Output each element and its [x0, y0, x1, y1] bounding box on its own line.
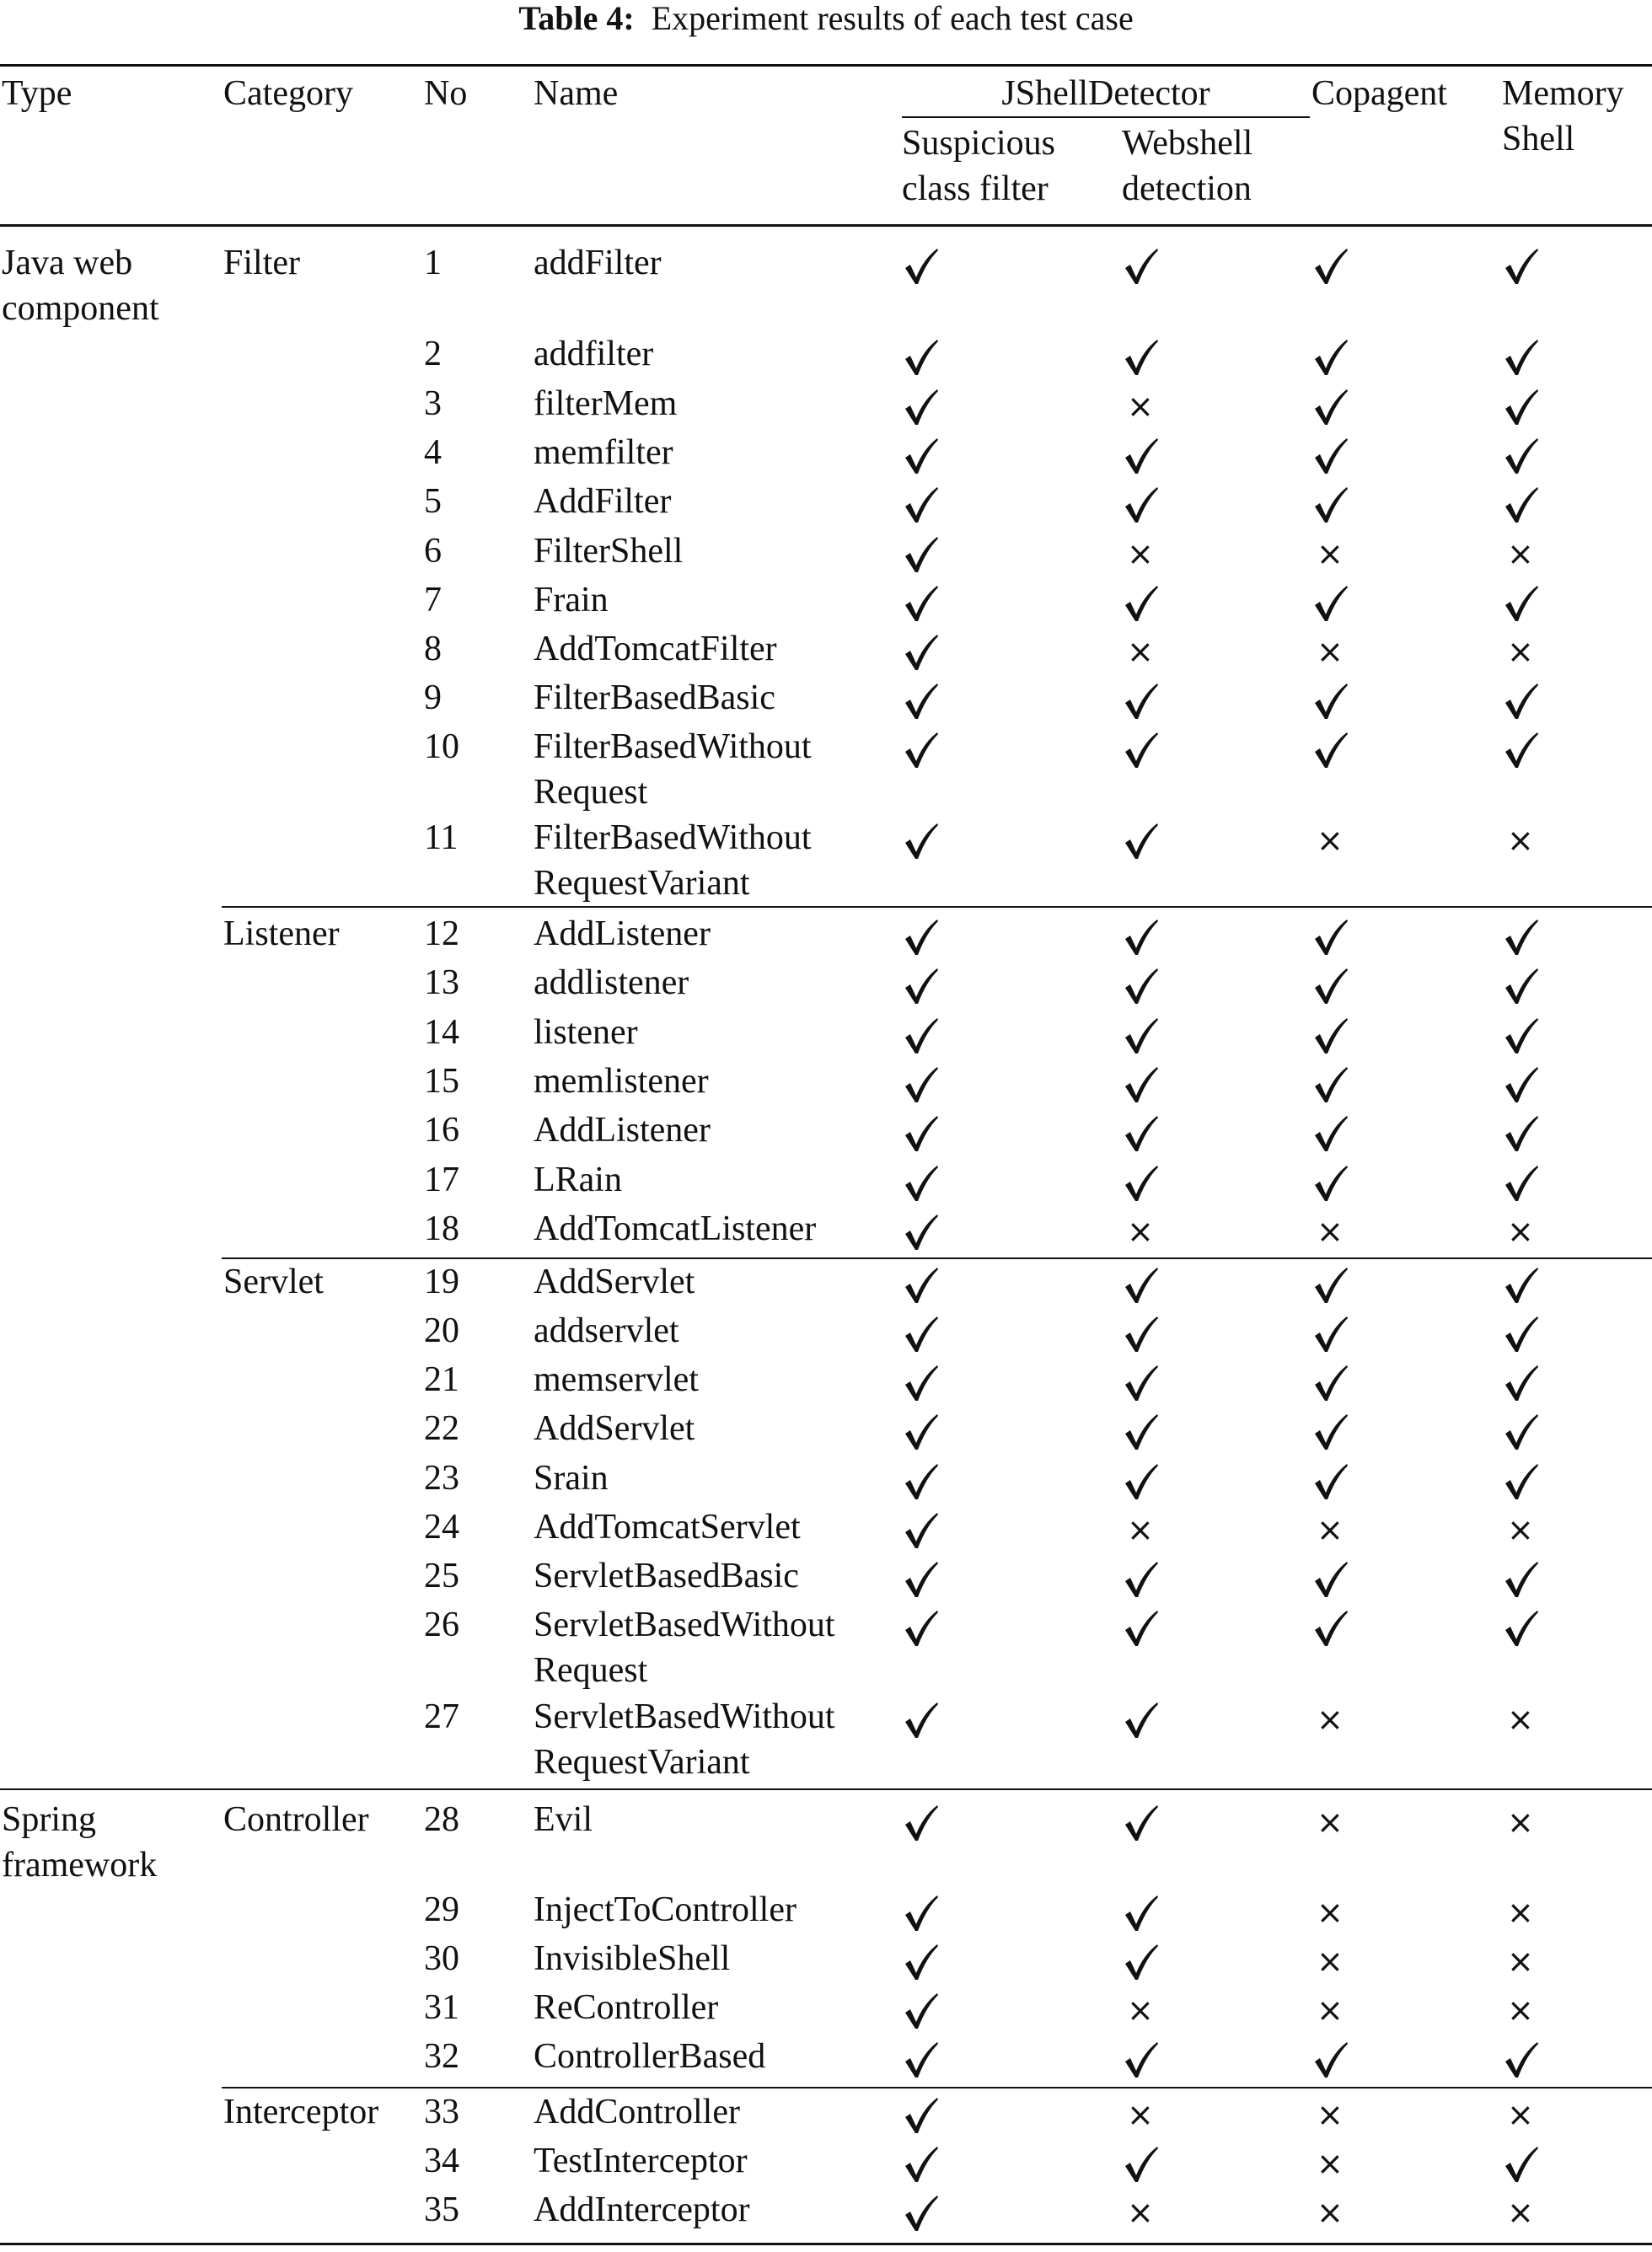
- header-no: No: [424, 74, 468, 113]
- check-icon: [1122, 1462, 1159, 1501]
- cross-icon: ×: [1317, 535, 1344, 572]
- check-icon: [902, 1016, 939, 1055]
- row-name: ServletBasedBasic: [534, 1557, 799, 1595]
- check-icon: [1502, 967, 1539, 1005]
- check-icon: [1502, 1164, 1539, 1203]
- check-icon: [902, 1894, 939, 1933]
- cross-icon: ×: [1507, 1992, 1534, 2029]
- type-label: Spring: [2, 1800, 97, 1839]
- check-icon: [902, 388, 939, 426]
- cross-icon: ×: [1317, 633, 1344, 670]
- check-icon: [1122, 1609, 1159, 1648]
- check-icon: [1311, 1114, 1349, 1153]
- check-icon: [902, 1992, 939, 2030]
- check-icon: [1122, 338, 1159, 377]
- check-icon: [1311, 1560, 1349, 1599]
- header-suspicious-2: class filter: [902, 169, 1049, 208]
- check-icon: [902, 247, 939, 286]
- check-icon: [1122, 1894, 1159, 1933]
- check-icon: [902, 584, 939, 623]
- row-name: FilterBasedWithout: [534, 818, 812, 857]
- row-name: addFilter: [534, 244, 662, 282]
- row-no: 22: [424, 1409, 459, 1448]
- check-icon: [902, 1413, 939, 1451]
- check-icon: [1502, 1609, 1539, 1648]
- row-name: memfilter: [534, 433, 673, 472]
- row-name: AddTomcatFilter: [534, 630, 777, 668]
- check-icon: [1311, 437, 1349, 475]
- check-icon: [1502, 918, 1539, 957]
- check-icon: [1502, 1266, 1539, 1305]
- row-name: RequestVariant: [534, 1743, 750, 1782]
- check-icon: [902, 1213, 939, 1252]
- category-label: Controller: [223, 1800, 369, 1839]
- cross-icon: ×: [1507, 1213, 1534, 1250]
- check-icon: [1311, 485, 1349, 524]
- row-no: 28: [424, 1800, 459, 1839]
- row-name: AddListener: [534, 914, 711, 953]
- check-icon: [1311, 918, 1349, 957]
- check-icon: [902, 1609, 939, 1648]
- row-name: FilterBasedBasic: [534, 678, 775, 717]
- check-icon: [1122, 2145, 1159, 2184]
- check-icon: [1502, 1065, 1539, 1104]
- check-icon: [902, 918, 939, 957]
- check-icon: [902, 1462, 939, 1501]
- check-icon: [902, 1114, 939, 1153]
- bottom-rule: [0, 2243, 1652, 2245]
- check-icon: [902, 1364, 939, 1402]
- row-name: FilterShell: [534, 532, 684, 571]
- row-no: 15: [424, 1062, 459, 1101]
- row-name: RequestVariant: [534, 864, 750, 903]
- row-name: Frain: [534, 581, 609, 619]
- check-icon: [1122, 1065, 1159, 1104]
- check-icon: [1502, 1016, 1539, 1055]
- row-no: 33: [424, 2093, 459, 2131]
- check-icon: [1502, 584, 1539, 623]
- row-name: Request: [534, 1651, 648, 1690]
- cross-icon: ×: [1127, 633, 1154, 670]
- cross-icon: ×: [1507, 2194, 1534, 2231]
- check-icon: [1122, 822, 1159, 861]
- row-no: 5: [424, 482, 442, 521]
- check-icon: [902, 1560, 939, 1599]
- row-name: Srain: [534, 1459, 609, 1498]
- check-icon: [902, 633, 939, 672]
- category-label: Listener: [223, 914, 340, 953]
- check-icon: [1311, 584, 1349, 623]
- caption-label: Table 4:: [518, 0, 635, 37]
- row-no: 25: [424, 1557, 459, 1595]
- check-icon: [1122, 1266, 1159, 1305]
- check-icon: [1122, 682, 1159, 721]
- check-icon: [1311, 1016, 1349, 1055]
- check-icon: [1122, 1164, 1159, 1203]
- check-icon: [1502, 1413, 1539, 1451]
- check-icon: [1311, 1462, 1349, 1501]
- check-icon: [902, 338, 939, 377]
- type-label: framework: [2, 1846, 158, 1885]
- check-icon: [1311, 247, 1349, 286]
- row-name: AddTomcatListener: [534, 1209, 817, 1248]
- cross-icon: ×: [1317, 1701, 1344, 1738]
- row-no: 11: [424, 818, 459, 857]
- check-icon: [902, 2145, 939, 2184]
- cross-icon: ×: [1507, 1511, 1534, 1548]
- row-name: Evil: [534, 1800, 593, 1839]
- category-label: Interceptor: [223, 2093, 379, 2131]
- check-icon: [1122, 1701, 1159, 1740]
- row-no: 17: [424, 1161, 459, 1199]
- row-no: 20: [424, 1311, 459, 1350]
- check-icon: [1311, 1315, 1349, 1354]
- check-icon: [1311, 2040, 1349, 2079]
- check-icon: [1311, 1364, 1349, 1402]
- check-icon: [1502, 247, 1539, 286]
- row-no: 12: [424, 914, 459, 953]
- row-name: ReController: [534, 1988, 719, 2027]
- row-name: ServletBasedWithout: [534, 1606, 835, 1644]
- row-no: 3: [424, 384, 442, 423]
- header-webshell-2: detection: [1122, 169, 1252, 208]
- check-icon: [1502, 388, 1539, 426]
- header-rule: [0, 224, 1652, 227]
- section-divider: [0, 1788, 1652, 1790]
- row-name: AddListener: [534, 1111, 711, 1150]
- row-no: 14: [424, 1013, 459, 1052]
- row-name: AddController: [534, 2093, 740, 2131]
- row-name: AddTomcatServlet: [534, 1508, 801, 1547]
- check-icon: [902, 2096, 939, 2135]
- check-icon: [1311, 1609, 1349, 1648]
- cross-icon: ×: [1317, 2194, 1344, 2231]
- row-no: 19: [424, 1263, 459, 1301]
- row-no: 30: [424, 1939, 459, 1978]
- check-icon: [1122, 1114, 1159, 1153]
- check-icon: [1502, 1315, 1539, 1354]
- row-name: AddServlet: [534, 1263, 695, 1301]
- top-rule: [0, 64, 1652, 67]
- header-name: Name: [534, 74, 619, 113]
- cross-icon: ×: [1507, 535, 1534, 572]
- check-icon: [1502, 682, 1539, 721]
- check-icon: [902, 485, 939, 524]
- check-icon: [1311, 1266, 1349, 1305]
- check-icon: [1122, 247, 1159, 286]
- cross-icon: ×: [1317, 1943, 1344, 1980]
- row-no: 26: [424, 1606, 459, 1644]
- check-icon: [1311, 388, 1349, 426]
- caption-text: Experiment results of each test case: [651, 0, 1134, 37]
- row-name: Request: [534, 773, 648, 812]
- check-icon: [1122, 485, 1159, 524]
- group-divider: [222, 906, 1652, 908]
- cross-icon: ×: [1317, 1511, 1344, 1548]
- check-icon: [902, 682, 939, 721]
- header-suspicious-1: Suspicious: [902, 124, 1056, 163]
- row-name: AddInterceptor: [534, 2190, 750, 2229]
- check-icon: [902, 1511, 939, 1550]
- cross-icon: ×: [1507, 2096, 1534, 2133]
- cross-icon: ×: [1317, 822, 1344, 859]
- row-name: TestInterceptor: [534, 2142, 748, 2180]
- check-icon: [1122, 437, 1159, 475]
- check-icon: [1502, 1462, 1539, 1501]
- row-name: AddFilter: [534, 482, 672, 521]
- check-icon: [1122, 918, 1159, 957]
- check-icon: [1311, 1164, 1349, 1203]
- row-name: ControllerBased: [534, 2037, 766, 2076]
- check-icon: [902, 731, 939, 769]
- cross-icon: ×: [1317, 1992, 1344, 2029]
- row-no: 32: [424, 2037, 459, 2076]
- cross-icon: ×: [1507, 633, 1534, 670]
- row-no: 24: [424, 1508, 459, 1547]
- check-icon: [902, 1315, 939, 1354]
- check-icon: [1502, 1364, 1539, 1402]
- cross-icon: ×: [1127, 2096, 1154, 2133]
- header-category: Category: [223, 74, 353, 113]
- cross-icon: ×: [1317, 2145, 1344, 2182]
- check-icon: [1122, 584, 1159, 623]
- row-name: LRain: [534, 1161, 622, 1199]
- cross-icon: ×: [1127, 1511, 1154, 1548]
- check-icon: [1122, 1413, 1159, 1451]
- row-name: filterMem: [534, 384, 678, 423]
- table-caption: [0, 0, 1652, 37]
- check-icon: [1122, 1016, 1159, 1055]
- check-icon: [1502, 2145, 1539, 2184]
- row-no: 4: [424, 433, 442, 472]
- header-jshelldetector: JShellDetector: [1001, 74, 1210, 113]
- row-name: memlistener: [534, 1062, 709, 1101]
- row-name: addlistener: [534, 963, 689, 1002]
- cross-icon: ×: [1127, 535, 1154, 572]
- row-no: 18: [424, 1209, 459, 1248]
- check-icon: [1502, 437, 1539, 475]
- row-no: 35: [424, 2190, 459, 2229]
- row-name: InjectToController: [534, 1890, 796, 1929]
- cross-icon: ×: [1127, 1213, 1154, 1250]
- check-icon: [902, 535, 939, 574]
- check-icon: [902, 1804, 939, 1842]
- check-icon: [1311, 967, 1349, 1005]
- header-type: Type: [2, 74, 72, 113]
- cross-icon: ×: [1507, 1894, 1534, 1931]
- check-icon: [1122, 967, 1159, 1005]
- row-no: 8: [424, 630, 442, 668]
- check-icon: [902, 2194, 939, 2233]
- cross-icon: ×: [1507, 1943, 1534, 1980]
- row-name: listener: [534, 1013, 638, 1052]
- row-no: 2: [424, 335, 442, 373]
- cross-icon: ×: [1507, 1701, 1534, 1738]
- type-label: component: [2, 289, 159, 328]
- cross-icon: ×: [1507, 1804, 1534, 1841]
- cross-icon: ×: [1127, 2194, 1154, 2231]
- check-icon: [1122, 731, 1159, 769]
- check-icon: [902, 1943, 939, 1981]
- check-icon: [902, 1065, 939, 1104]
- check-icon: [1502, 2040, 1539, 2079]
- row-no: 1: [424, 244, 442, 282]
- check-icon: [1122, 1943, 1159, 1981]
- cross-icon: ×: [1317, 2096, 1344, 2133]
- check-icon: [902, 822, 939, 861]
- check-icon: [1122, 1560, 1159, 1599]
- check-icon: [1311, 1065, 1349, 1104]
- header-copagent: Copagent: [1311, 74, 1447, 113]
- row-name: FilterBasedWithout: [534, 727, 812, 766]
- cross-icon: ×: [1127, 1992, 1154, 2029]
- row-no: 31: [424, 1988, 459, 2027]
- row-no: 27: [424, 1697, 459, 1736]
- row-no: 13: [424, 963, 459, 1002]
- cross-icon: ×: [1317, 1804, 1344, 1841]
- header-memshell-1: Memory: [1502, 74, 1624, 113]
- check-icon: [1122, 1315, 1159, 1354]
- check-icon: [1502, 338, 1539, 377]
- check-icon: [902, 967, 939, 1005]
- check-icon: [1311, 338, 1349, 377]
- row-name: InvisibleShell: [534, 1939, 731, 1978]
- check-icon: [902, 1266, 939, 1305]
- row-no: 21: [424, 1360, 459, 1399]
- row-name: addfilter: [534, 335, 654, 373]
- row-name: memservlet: [534, 1360, 699, 1399]
- category-label: Filter: [223, 244, 300, 282]
- check-icon: [1502, 485, 1539, 524]
- row-no: 29: [424, 1890, 459, 1929]
- row-no: 9: [424, 678, 442, 717]
- row-no: 23: [424, 1459, 459, 1498]
- group-divider: [222, 2087, 1652, 2088]
- header-webshell-1: Webshell: [1122, 124, 1253, 163]
- cross-icon: ×: [1127, 388, 1154, 425]
- row-name: addservlet: [534, 1311, 679, 1350]
- category-label: Servlet: [223, 1263, 324, 1301]
- cross-icon: ×: [1317, 1894, 1344, 1931]
- row-no: 7: [424, 581, 442, 619]
- row-no: 10: [424, 727, 459, 766]
- check-icon: [1122, 1804, 1159, 1842]
- check-icon: [1502, 731, 1539, 769]
- check-icon: [1122, 2040, 1159, 2079]
- check-icon: [1502, 1560, 1539, 1599]
- check-icon: [902, 1701, 939, 1740]
- check-icon: [1122, 1364, 1159, 1402]
- check-icon: [1311, 682, 1349, 721]
- check-icon: [902, 2040, 939, 2079]
- cross-icon: ×: [1317, 1213, 1344, 1250]
- check-icon: [1311, 1413, 1349, 1451]
- row-no: 6: [424, 532, 442, 571]
- check-icon: [1502, 1114, 1539, 1153]
- check-icon: [1311, 731, 1349, 769]
- row-no: 16: [424, 1111, 459, 1150]
- row-name: AddServlet: [534, 1409, 695, 1448]
- row-name: ServletBasedWithout: [534, 1697, 835, 1736]
- cross-icon: ×: [1507, 822, 1534, 859]
- row-no: 34: [424, 2142, 459, 2180]
- header-memshell-2: Shell: [1502, 120, 1575, 158]
- check-icon: [902, 1164, 939, 1203]
- check-icon: [902, 437, 939, 475]
- type-label: Java web: [2, 244, 133, 282]
- jshelldetector-underline: [902, 116, 1310, 118]
